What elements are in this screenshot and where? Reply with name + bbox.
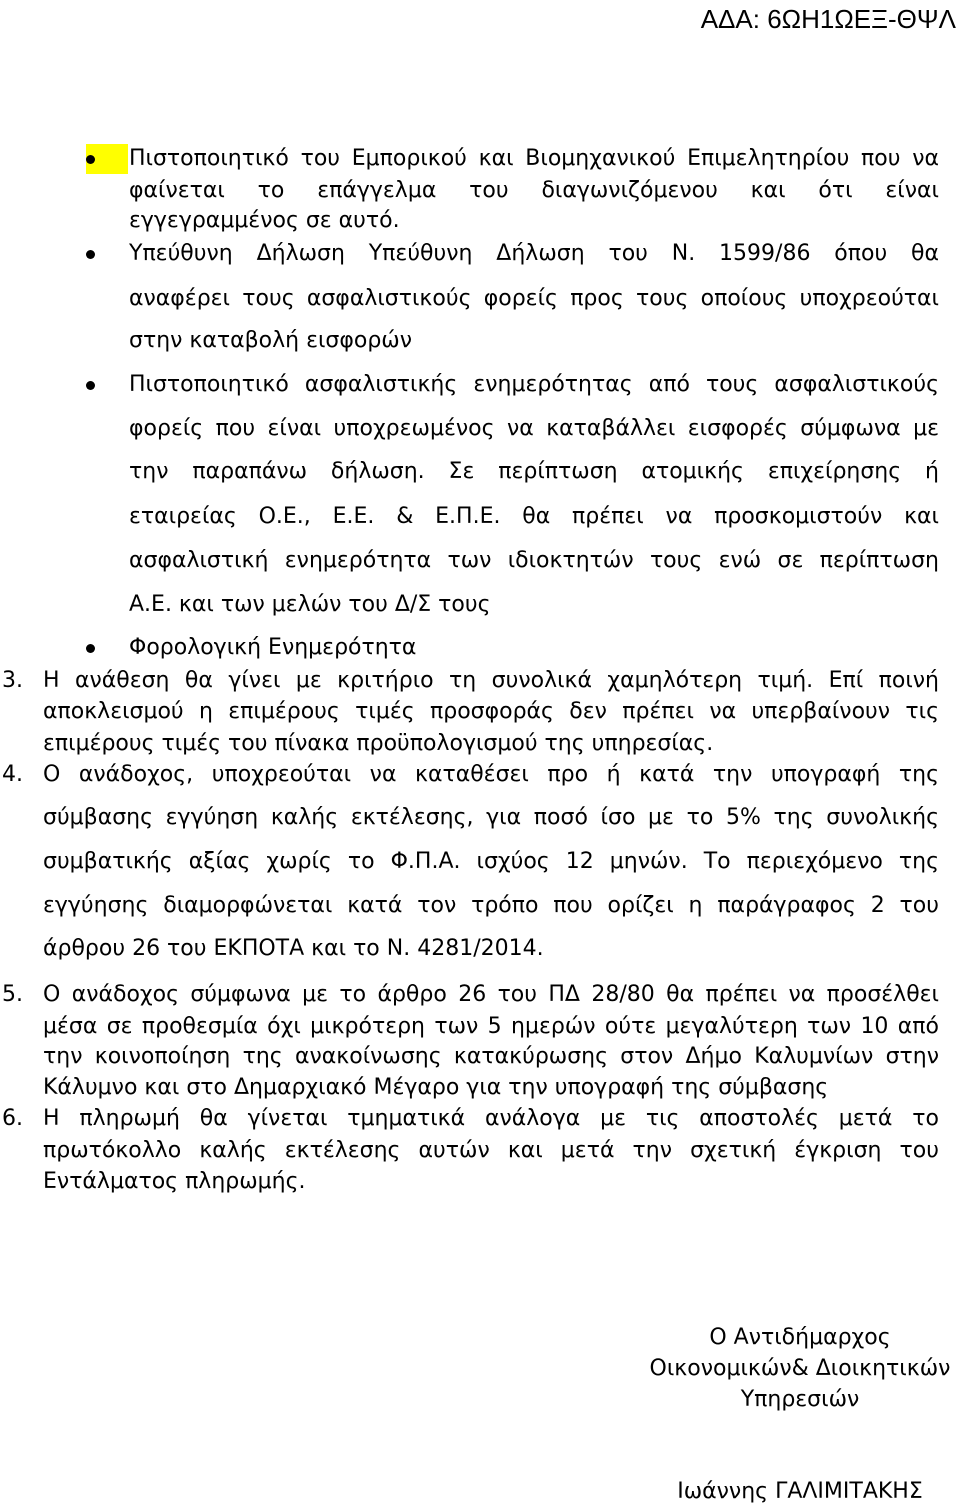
- bullet-icon: [86, 644, 95, 653]
- bullet-1-line-1: Πιστοποιητικό του Εμπορικού και Βιομηχανικού Επιμελητηρίου που να: [129, 146, 939, 171]
- item-4-line-3: συμβατικής αξίας χωρίς το Φ.Π.Α. ισχύος 12 μηνών. Το περιεχόμενο της: [43, 849, 939, 874]
- item-6-line-2: πρωτόκολλο καλής εκτέλεσης αυτών και μετά την σχετική έγκριση του: [43, 1138, 939, 1163]
- bullet-3-line-2: φορείς που είναι υποχρεωμένος να καταβάλλει εισφορές σύμφωνα με: [129, 416, 939, 441]
- signature-department: Οικονομικών& Διοικητικών: [649, 1356, 951, 1381]
- bullet-2-line-2: αναφέρει τους ασφαλιστικούς φορείς προς τους οποίους υποχρεούται: [129, 286, 939, 311]
- item-4-line-5: άρθρου 26 του ΕΚΠΟΤΑ και το Ν. 4281/2014.: [43, 936, 544, 961]
- bullet-icon: [86, 381, 95, 390]
- item-5-line-2: μέσα σε προθεσμία όχι μικρότερη των 5 ημερών ούτε μεγαλύτερη των 10 από: [43, 1014, 939, 1039]
- bullet-3-line-1: Πιστοποιητικό ασφαλιστικής ενημερότητας από τους ασφαλιστικούς: [129, 372, 939, 397]
- item-5-line-1: Ο ανάδοχος σύμφωνα με το άρθρο 26 του ΠΔ 28/80 θα πρέπει να προσέλθει: [43, 982, 939, 1007]
- bullet-3-line-3: την παραπάνω δήλωση. Σε περίπτωση ατομικής επιχείρησης ή: [129, 459, 939, 484]
- item-5-line-4: Κάλυμνο και στο Δημαρχιακό Μέγαρο για την υπογραφή της σύμβασης: [43, 1075, 829, 1100]
- item-3-number: 3.: [2, 668, 23, 693]
- item-3-line-3: επιμέρους τιμές του πίνακα προϋπολογισμού της υπηρεσίας.: [43, 731, 714, 756]
- item-5-line-3: την κοινοποίηση της ανακοίνωσης κατακύρωσης στον Δήμο Καλυμνίων στην: [43, 1044, 939, 1069]
- item-6-line-3: Εντάλματος πληρωμής.: [43, 1169, 306, 1194]
- item-4-line-4: εγγύησης διαμορφώνεται κατά τον τρόπο που ορίζει η παράγραφος 2 του: [43, 893, 939, 918]
- bullet-2-line-3: στην καταβολή εισφορών: [129, 328, 413, 353]
- bullet-icon: [86, 155, 95, 164]
- bullet-4-line-1: Φορολογική Ενημερότητα: [129, 635, 417, 660]
- bullet-3-line-5: ασφαλιστική ενημερότητα των ιδιοκτητών τους ενώ σε περίπτωση: [129, 548, 939, 573]
- ada-code: ΑΔΑ: 6ΩΗ1ΩΕΞ-ΘΨΛ: [700, 4, 956, 34]
- item-6-number: 6.: [2, 1106, 23, 1131]
- item-5-number: 5.: [2, 982, 23, 1007]
- item-4-line-2: σύμβασης εγγύηση καλής εκτέλεσης, για ποσό ίσο με το 5% της συνολικής: [43, 805, 939, 830]
- bullet-icon: [86, 250, 95, 259]
- bullet-1-line-3: εγγεγραμμένος σε αυτό.: [129, 208, 400, 233]
- item-3-line-1: Η ανάθεση θα γίνει με κριτήριο τη συνολικά χαμηλότερη τιμή. Επί ποινή: [43, 668, 939, 693]
- bullet-3-line-6: Α.Ε. και των μελών του Δ/Σ τους: [129, 592, 491, 617]
- signature-name: Ιωάννης ΓΑΛΙΜΙΤΑΚΗΣ: [677, 1479, 923, 1504]
- item-6-line-1: Η πληρωμή θα γίνεται τμηματικά ανάλογα με τις αποστολές μετά το: [43, 1106, 939, 1131]
- signature-service: Υπηρεσιών: [740, 1387, 860, 1412]
- item-4-number: 4.: [2, 762, 23, 787]
- item-3-line-2: αποκλεισμού η επιμέρους τιμές προσφοράς δεν πρέπει να υπερβαίνουν τις: [43, 699, 939, 724]
- item-4-line-1: Ο ανάδοχος, υποχρεούται να καταθέσει προ ή κατά την υπογραφή της: [43, 762, 939, 787]
- bullet-1-line-2: φαίνεται το επάγγελμα του διαγωνιζόμενου και ότι είναι: [129, 178, 939, 203]
- signature-title: Ο Αντιδήμαρχος: [709, 1325, 891, 1350]
- bullet-2-line-1: Υπεύθυνη Δήλωση Υπεύθυνη Δήλωση του Ν. 1599/86 όπου θα: [129, 241, 939, 266]
- bullet-3-line-4: εταιρείας Ο.Ε., Ε.Ε. & Ε.Π.Ε. θα πρέπει να προσκομιστούν και: [129, 504, 939, 529]
